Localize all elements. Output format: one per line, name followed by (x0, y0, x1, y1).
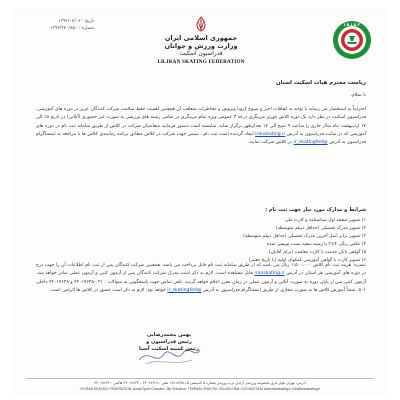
list-item: ۲) تصویر مدرک تحصیلی (حداقل دیپلم متوسطه) (275, 226, 366, 231)
list-item: ۳) تصویر برابر اصل آخرین مدرک تحصیلی (حداقل دیپلم متوسطه) (243, 234, 366, 239)
date-line: تاریخ : ۱۳۹۶/۰۲/۰۲ (58, 19, 94, 24)
body-paragraph-end: در کلاس شرکت نمایند. (247, 140, 293, 146)
notes-text-2: قابل مشاهده است. لازم به ذکر است مدرک شرکت کنندگان پس از آزمون کتبی و آزمون عملی صادر خواهد شد. آزمون کتبی پس از پایان دوره به صورت آنلاین و آزمون عملی در زمان مقرر اعلام خواهد گردید. تلفن تماس جهت پاسخگویی به سوالات : ۰۲۱-۴۴۰۱۷۶۲۵ و ۴۴۰۱۷۶۲۸ داخلی ۸۰۱. ضمناً آموزش کلاس ها به صورت مجازی از طریق اینستاگرام فدراسیون به آدرس (36, 271, 366, 293)
footer-address-fa: آدرس: تهران بلوار غرق مجموعه ورزشی آزادی درب ورودی شماره ۵ کدپستی ۱۴۸۱۷۳۵۱۱۵ تلفن : ۴۴۰۱۷۶۲۸ - ۴۴۰۱۷۶۳۳ فاکس : ۴۴۰۱۷۶۴۴ (94, 381, 306, 385)
site-link[interactable]: iranskating.ir (255, 131, 286, 137)
list-item: ۵) گواهی پایان خدمت یا کارت معافیت (برای آقایان) (268, 250, 366, 255)
body-paragraph: احتراماً به استحضار می رساند با توجه به اتفاقات اخیر و شیوع کرونا ویروس و مخاطرات متعاقب آن همچنین اهمیت حفظ سلامت شرکت کنندگان عزیز در دوره های آموزشی، فدراسیون اسکیت در نظر دارد یک دوره کلاس تئوری مربیگری درجه ۳ عمومی ویژه تمام مربیگری در تمامی رشته های ورزشی به صورت غیر حضوری (آنلاین) در تاریخ ۱۵ الی ۱۷ اردیبهشت ماه سال جاری را ساعت ۹ صبح الی ۱۷ بعدازظهر برگزار نماید. شایسته است دستور فرمایید متقاضیان شرکت در کلاس از طریق سامانه ثبت نام در دوره های آموزشی که در سایت فدراسیون به آدرس (36, 107, 367, 137)
notes-site-link[interactable]: iranskating.ir (254, 271, 285, 277)
footer-address-en: I.R.IRAN SKATING FEDERATION: Azadi Sport Complex, 5th Entrance, TEHRAN, IRAN Tel: 02144017806 / 02144017634 www.iranskating.ir info@iranskating.ir (79, 387, 321, 391)
conditions-title: شرایط و مدارک مورد نیاز جهت ثبت نام : (265, 207, 366, 213)
federation-name-en: I.R.IRAN SKATING FEDERATION (157, 59, 245, 65)
body-paragraph-mid: ایجاد گردیده است ثبت نام ، سپس جهت شرکت در کلاس مطابق برنامه زمانبندی کلاس ها با مراجعه به اینستاگرام فدراسیون به آدرس (36, 131, 366, 146)
ministry-name: وزارت ورزش و جوانان (164, 42, 238, 50)
federation-name-fa: فدراسیون اسکیت (179, 51, 223, 57)
country-name: جمهوری اسلامی ایران (164, 34, 238, 42)
number-line: شماره : ۱۳۹۶/۳۲۰/۸۵۰ (50, 26, 94, 31)
salutation: با سلام، (350, 93, 366, 98)
recipient: ریاست محترم هیات اسکیت استان (276, 80, 366, 86)
notes-instagram-link[interactable]: @ir_skatingfed (167, 287, 202, 293)
list-item: ۱) تصویر صفحه اول شناسنامه و کارت ملی (284, 218, 366, 223)
signatory-role-1: رئیس فدراسیون و (146, 339, 192, 345)
signature-block (124, 332, 214, 353)
notes-text: تبصره: هزینه ثبت نام کلاس ۱،۵۰۰،۰۰۰ ریال می باشد که از طریق سامانه ثبت نام قابل پرداخت می باشد. همچنین شرکت کنندگان پس از ثبت نام اطلاعات آن را جهت درج در دوره های آموزشی هر استان در آدرس (36, 263, 367, 277)
instagram-link[interactable]: @ir_skatingfed (293, 140, 328, 146)
signatory-role-2: رئیس کمیته اسکیت آسیا (139, 346, 199, 352)
notes-block (36, 262, 366, 295)
date-number-block (30, 18, 94, 32)
footer-divider (26, 378, 374, 379)
ministry-heading (134, 34, 268, 66)
iran-emblem-icon (194, 16, 208, 32)
list-item: ۴) عکس رنگی ۴×۳ با زمینه سفید پشت نویسی شده (266, 242, 366, 247)
letter-page (14, 10, 386, 392)
list-item: ۶) تصویر کارت یا گواهی آموزشی کمکهای اولیه (با تاریخ معتبر) (248, 258, 366, 263)
federation-logo (332, 20, 372, 60)
letter-body (36, 106, 366, 147)
signatory-name: بهمن محمدرضایی (146, 332, 192, 338)
conditions-list (36, 217, 366, 265)
logo-text: I.R.I.S.F (343, 23, 361, 28)
letterhead (14, 10, 386, 72)
notes-text-3: خواهد بود. لازم به ذکر است حضور در کلاس ها الزامی است. (49, 287, 166, 293)
